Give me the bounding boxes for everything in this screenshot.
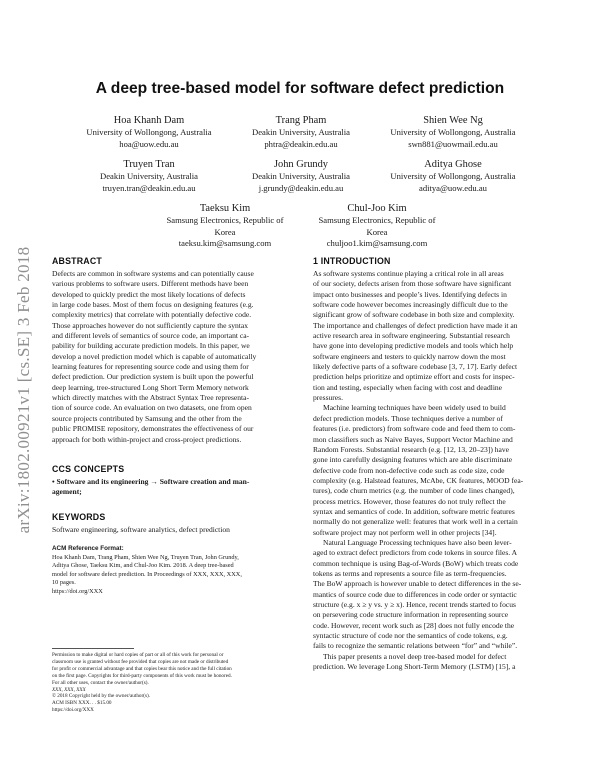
intro-paragraph: [313, 652, 557, 673]
abstract-line: tion of source code. An evaluation on two datasets, one from open: [52, 403, 252, 413]
author-affiliation: Korea: [214, 226, 236, 237]
footnote-line: © 2018 Copyright held by the owner/author(s).: [52, 693, 151, 700]
intro-paragraph: [313, 269, 557, 403]
abstract-line: develop a novel prediction model which is capable of automatically: [52, 351, 257, 361]
permission-footnote: [52, 652, 294, 714]
abstract-line: Defects are common in software systems and can potentially cause: [52, 269, 254, 278]
text-line: defective code from non-defective code such as code size, code: [313, 465, 505, 475]
text-line: complexity (e.g. Halstead features, McAbe, CK features, MOOD fea-: [313, 475, 524, 485]
abstract-line: source projects contributed by Samsung and the other from the: [52, 413, 242, 423]
author-affiliation: Samsung Electronics, Republic of: [166, 215, 284, 225]
ccs-concepts-section: [52, 464, 294, 498]
author-affiliation: Deakin University, Australia: [99, 171, 198, 181]
text-line: significant grow of software codebase in both size and complexity.: [313, 310, 515, 320]
text-line: pressures.: [313, 393, 343, 403]
text-line: syntactic structure of code nor the semantics of code tokens, e.g.: [313, 631, 508, 641]
intro-paragraph: [313, 538, 557, 652]
author-block: [358, 158, 548, 194]
ccs-line: agement;: [52, 487, 82, 497]
arxiv-id-text: arXiv:1802.00921v1 [cs.SE] 3 Feb 2018: [14, 246, 33, 534]
text-line: The importance and challenges of defect prediction have made it an: [313, 320, 518, 330]
text-line: on persevering code structure information in representing source: [313, 610, 509, 620]
author-affiliation: Deakin University, Australia: [251, 127, 350, 137]
author-name: Chul-Joo Kim: [347, 203, 407, 214]
text-line: mantics of source code due to differences in code order or syntactic: [313, 589, 517, 599]
abstract-line: and different levels of semantics of source code, an important ca-: [52, 331, 250, 341]
text-line: Machine learning techniques have been widely used to build: [323, 403, 506, 413]
author-name: Hoa Khanh Dam: [113, 115, 185, 126]
abstract-line: pability for building accurate prediction models. In this paper, we: [52, 341, 250, 351]
arxiv-identifier-stamp: [4, 210, 44, 570]
acm-reference-heading: ACM Reference Format:: [52, 545, 124, 552]
acm-reference-section: [52, 545, 294, 597]
text-line: As software systems continue playing a critical role in all areas: [313, 269, 504, 278]
acm-reference-line: model for software defect prediction. In Proceedings of XXX, XXX, XXX,: [52, 570, 242, 578]
text-line: software project may not perform well in other projects [34].: [313, 527, 497, 537]
text-line: mon classifiers such as Naive Bayes, Support Vector Machine and: [313, 434, 513, 444]
introduction-heading: 1 INTRODUCTION: [313, 256, 391, 266]
text-line: tures), code churn metrics (e.g. the number of code lines changed),: [313, 486, 515, 496]
author-name: Taeksu Kim: [199, 203, 251, 214]
ccs-heading: CCS CONCEPTS: [52, 464, 125, 474]
text-line: have gone into developing predictive models and tools which help: [313, 341, 514, 351]
acm-reference-line: Hoa Khanh Dam, Trang Pham, Shien Wee Ng, Truyen Tran, John Grundy,: [52, 553, 239, 561]
author-email: j.grundy@deakin.edu.au: [258, 182, 344, 193]
keywords-body: Software engineering, software analytics, defect prediction: [52, 525, 230, 534]
author-block: [282, 202, 472, 250]
acm-reference-link[interactable]: https://doi.org/XXX: [52, 587, 103, 595]
text-line: defect prediction models. Those techniques derive a number of: [313, 413, 503, 423]
abstract-line: public PROMISE repository, demonstrates the effectiveness of our: [52, 424, 254, 434]
author-affiliation: Korea: [366, 226, 388, 237]
author-email: aditya@uow.edu.au: [419, 182, 487, 193]
author-affiliation: Deakin University, Australia: [251, 171, 350, 181]
text-line: normally do not generalize well: features that work well in a certain: [313, 517, 518, 527]
text-line: prediction. We leverage Long Short-Term Memory (LSTM) [15], a: [313, 662, 516, 672]
author-affiliation: University of Wollongong, Australia: [390, 171, 516, 181]
keywords-heading: KEYWORDS: [52, 512, 106, 522]
abstract-line: various problems to software users. Different methods have been: [52, 279, 249, 289]
abstract-line: Those approaches however do not sufficiently capture the syntax: [52, 320, 249, 330]
footnote-line: on the first page. Copyrights for third-party components of this work must be honored.: [52, 672, 232, 679]
author-email: truyen.tran@deakin.edu.au: [102, 182, 196, 193]
text-line: gone into carefully designing features which are able discriminate: [313, 455, 513, 465]
abstract-body: [52, 269, 294, 445]
introduction-body: [313, 269, 557, 672]
author-name: Shien Wee Ng: [423, 115, 483, 126]
abstract-line: defect prediction. Our prediction system is built upon the powerful: [52, 372, 254, 382]
text-line: active research area in software engineering. Substantial research: [313, 331, 510, 341]
abstract-section: [52, 256, 294, 445]
footnote-line: classroom use is granted without fee provided that copies are not made or distributed: [52, 658, 229, 665]
text-line: structure (e.g. x ≥ y vs. y ≥ x). Hence, recent trends started to focus: [313, 600, 516, 609]
text-line: of our society, defects arisen from those software have significant: [313, 279, 512, 289]
text-line: features (i.e. predictors) from software code and feed them to com-: [313, 424, 516, 434]
footnote-link[interactable]: https://doi.org/XXX: [52, 707, 94, 714]
author-email: phtra@deakin.edu.au: [264, 138, 338, 149]
text-line: Random Forests. Substantial research (e.g. [12, 13, 20–23]) have: [313, 444, 509, 454]
text-line: code. However, recent work such as [28] does not fully encode the: [313, 620, 515, 630]
text-line: process metrics. However, those features do not truly reflect the: [313, 496, 506, 506]
abstract-line: complexity metrics) that correlate with potentially defective code.: [52, 310, 252, 320]
text-line: aged to extract defect predictors from code tokens in source files. A: [313, 548, 518, 558]
text-line: impact onto businesses and people’s lives. Identifying defects in: [313, 289, 507, 299]
author-name: John Grundy: [274, 159, 328, 170]
author-email: taeksu.kim@samsung.com: [178, 238, 272, 248]
introduction-section: [313, 256, 557, 672]
text-line: tokens as terms and represents a source file as term-frequencies.: [313, 568, 507, 578]
text-line: likely defective parts of a software codebase [3, 7, 17]. Early defect: [313, 362, 518, 372]
acm-reference-line: Aditya Ghose, Taeksu Kim, and Chul-Joo Kim. 2018. A deep tree-based: [52, 562, 234, 570]
author-affiliation: Samsung Electronics, Republic of: [318, 215, 436, 225]
abstract-heading: ABSTRACT: [52, 256, 102, 266]
text-line: fails to recognize the semantic relations between “for” and “while”.: [313, 641, 518, 651]
footnote-line: for profit or commercial advantage and that copies bear this notice and the full citation: [52, 665, 232, 672]
abstract-line: which directly matches with the Abstract Syntax Tree representa-: [52, 393, 250, 403]
abstract-line: approach for both within-project and cross-project predictions.: [52, 434, 242, 444]
author-email: swn881@uowmail.edu.au: [408, 138, 498, 149]
intro-paragraph: [313, 403, 557, 537]
footnote-line: ACM ISBN XXX. . . $15.00: [52, 700, 112, 707]
author-affiliation: University of Wollongong, Australia: [86, 127, 212, 137]
footnote-line: For all other uses, contact the owner/author(s).: [52, 679, 149, 686]
text-line: Natural Language Processing techniques have also been lever-: [323, 537, 512, 547]
text-line: common technique is using Bag-of-Words (BoW) which treats code: [313, 558, 519, 568]
acm-reference-line: 10 pages.: [52, 579, 76, 587]
author-name: Trang Pham: [275, 115, 327, 126]
author-block: [358, 114, 548, 150]
footnote-line: Permission to make digital or hard copies of part or all of this work for personal or: [52, 652, 224, 658]
footnote-divider: [52, 648, 134, 649]
paper-title: A deep tree-based model for software defect prediction: [95, 80, 505, 97]
ccs-line: • Software and its engineering → Software creation and man-: [52, 477, 250, 486]
text-line: prediction helps prioritize and optimize effort and costs for inspec-: [313, 372, 515, 382]
text-line: syntax and semantics of code. In addition, software metric features: [313, 506, 515, 516]
text-line: software code however becomes increasingly difficult due to the: [313, 300, 508, 310]
author-name: Truyen Tran: [123, 159, 175, 170]
abstract-line: deep learning, tree-structured Long Short Term Memory network: [52, 382, 249, 392]
keywords-section: [52, 512, 294, 535]
text-line: The BoW approach is however unable to detect differences in the se-: [313, 579, 522, 589]
abstract-line: learning features for representing source code and using them for: [52, 362, 249, 372]
abstract-line: in large code bases. Most of them focus on designing features (e.g.: [52, 300, 254, 310]
author-affiliation: University of Wollongong, Australia: [390, 127, 516, 137]
author-name: Aditya Ghose: [424, 159, 482, 170]
ccs-body: [52, 477, 294, 498]
text-line: This paper presents a novel deep tree-based model for defect: [323, 651, 507, 661]
text-line: software engineers and testers to quickly narrow down the most: [313, 351, 506, 361]
author-email: hoa@uow.edu.au: [119, 138, 179, 149]
text-line: tion and testing, especially when facing with cost and deadline: [313, 382, 503, 392]
author-email: chuljoo1.kim@samsung.com: [326, 238, 428, 248]
abstract-line: developed to quickly predict the most likely locations of defects: [52, 289, 246, 299]
footnote-line: XXX, XXX, XXX: [52, 686, 86, 693]
